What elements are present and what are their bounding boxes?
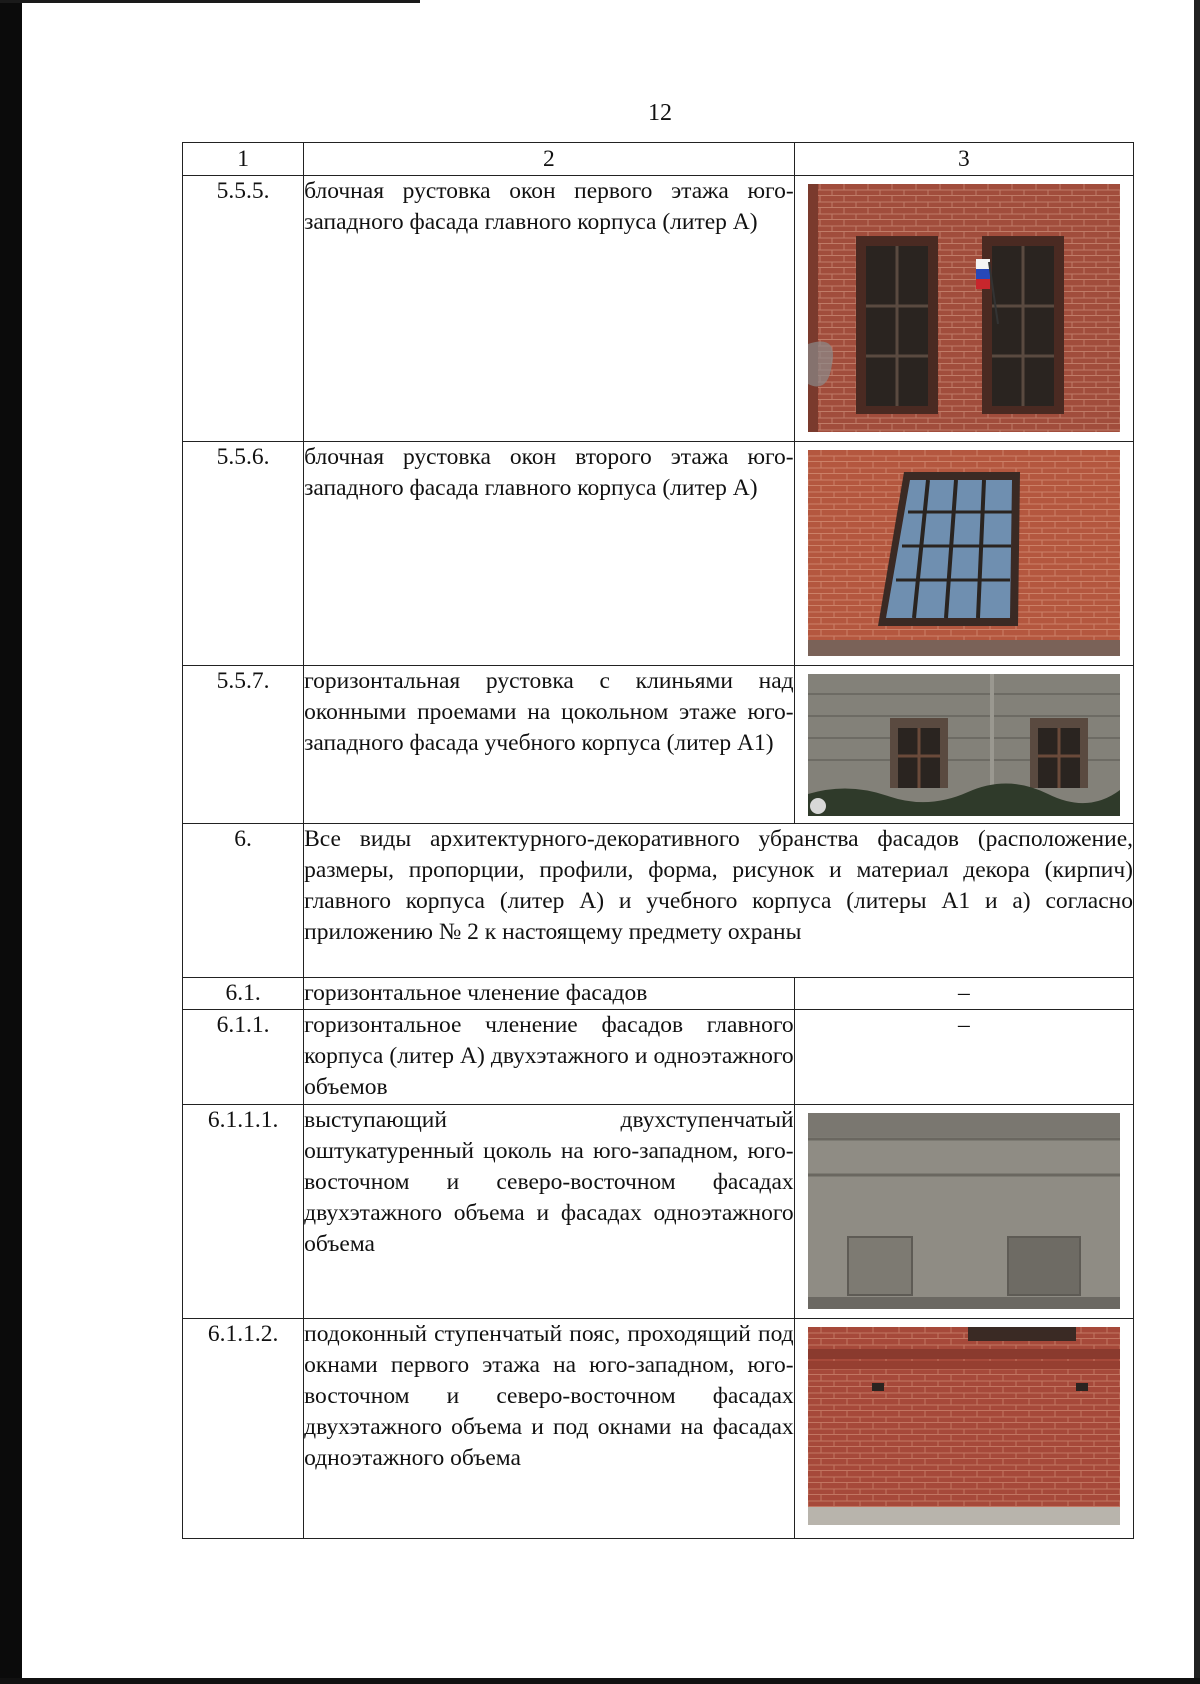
scan-edge-top bbox=[0, 0, 420, 3]
row-number: 6. bbox=[183, 824, 304, 978]
photo-brick-windows-flag bbox=[808, 184, 1120, 432]
row-description: блочная рустовка окон первого этажа юго-западного фасада главного корпуса (литер А) bbox=[304, 176, 795, 442]
table-row bbox=[183, 1010, 1134, 1105]
row-number: 6.1.1.1. bbox=[183, 1105, 304, 1319]
row-number: 5.5.5. bbox=[183, 176, 304, 442]
row-number: 6.1. bbox=[183, 978, 304, 1010]
scan-edge-left bbox=[0, 0, 22, 1684]
scan-edge-right bbox=[1194, 0, 1200, 1684]
row-photo-cell bbox=[794, 1105, 1133, 1319]
row-dash: – bbox=[794, 978, 1133, 1010]
header-col-2: 2 bbox=[304, 143, 795, 176]
table-row bbox=[183, 442, 1134, 666]
table-row bbox=[183, 824, 1134, 978]
table-row bbox=[183, 978, 1134, 1010]
row-description: горизонтальная рустовка с клиньями над оконными проемами на цокольном этаже юго-западного фасада учебного корпуса (литер А1) bbox=[304, 666, 795, 824]
row-number: 6.1.1. bbox=[183, 1010, 304, 1105]
photo-plastered-plinth bbox=[808, 1113, 1120, 1309]
row-number: 6.1.1.2. bbox=[183, 1319, 304, 1539]
photo-brick-belt bbox=[808, 1327, 1120, 1525]
table-row bbox=[183, 1319, 1134, 1539]
row-photo-cell bbox=[794, 1319, 1133, 1539]
row-dash: – bbox=[794, 1010, 1133, 1105]
header-col-3: 3 bbox=[794, 143, 1133, 176]
scan-edge-bottom bbox=[0, 1678, 1200, 1684]
heritage-table bbox=[182, 142, 1134, 1539]
row-description: горизонтальное членение фасадов bbox=[304, 978, 795, 1010]
row-description: подоконный ступенчатый пояс, проходящий под окнами первого этажа на юго-западном, юго-восточном и северо-восточном фасадах двухэтажного объема и под окнами на фасадах одноэтажного объема bbox=[304, 1319, 795, 1539]
page-number: 12 bbox=[648, 100, 672, 126]
row-number: 5.5.6. bbox=[183, 442, 304, 666]
row-description: выступающий двухступенчатый оштукатуренный цоколь на юго-западном, юго-восточном и северо-восточном фасадах двухэтажного объема и фасадах одноэтажного объема bbox=[304, 1105, 795, 1319]
row-photo-cell bbox=[794, 442, 1133, 666]
table-row bbox=[183, 1105, 1134, 1319]
row-description: горизонтальное членение фасадов главного корпуса (литер А) двухэтажного и одноэтажного объемов bbox=[304, 1010, 795, 1105]
row-description: Все виды архитектурного-декоративного убранства фасадов (расположение, размеры, пропорции, профили, форма, рисунок и материал декора (кирпич) главного корпуса (литер А) и учебного корпуса (литеры А1 и а) согласно приложению № 2 к настоящему предмету охраны bbox=[304, 824, 1134, 978]
photo-brick-window bbox=[808, 450, 1120, 656]
photo-rusticated-wall bbox=[808, 674, 1120, 816]
table-header-row bbox=[183, 143, 1134, 176]
header-col-1: 1 bbox=[183, 143, 304, 176]
row-photo-cell bbox=[794, 176, 1133, 442]
row-number: 5.5.7. bbox=[183, 666, 304, 824]
table-row bbox=[183, 176, 1134, 442]
table-row bbox=[183, 666, 1134, 824]
row-description: блочная рустовка окон второго этажа юго-западного фасада главного корпуса (литер А) bbox=[304, 442, 795, 666]
row-photo-cell bbox=[794, 666, 1133, 824]
